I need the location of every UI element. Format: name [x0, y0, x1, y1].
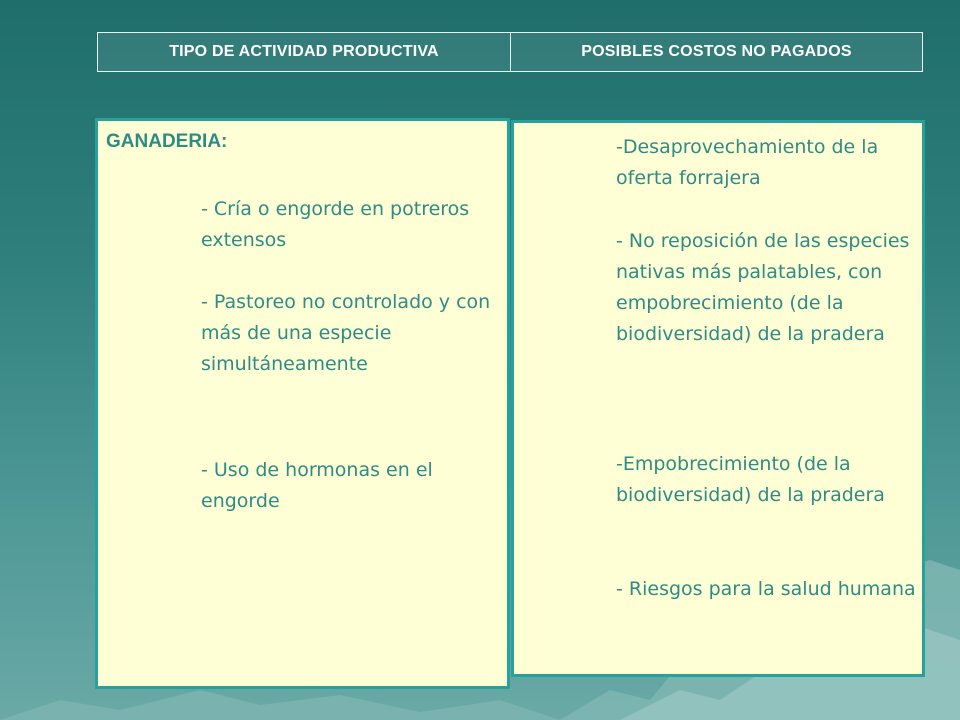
- costs-panel: [511, 120, 925, 677]
- cost-item: -Desaprovechamiento de la oferta forrajera: [616, 136, 879, 189]
- activity-item: - Cría o engorde en potreros extensos: [201, 198, 470, 251]
- table-header: [97, 32, 923, 72]
- header-activity-type: TIPO DE ACTIVIDAD PRODUCTIVA: [98, 33, 511, 71]
- cost-item: - No reposición de las especies nativas más palatables, con empobrecimiento (de la biodiversidad) de la pradera: [616, 230, 910, 345]
- activity-item: - Pastoreo no controlado y con más de una especie simultáneamente: [201, 291, 491, 375]
- panel-title-ganaderia: GANADERIA:: [106, 131, 228, 152]
- cost-item: - Riesgos para la salud humana: [616, 578, 916, 600]
- cost-item: -Empobrecimiento (de la biodiversidad) de la pradera: [616, 453, 885, 506]
- activity-item: - Uso de hormonas en el engorde: [201, 459, 433, 512]
- activity-panel: [95, 118, 510, 689]
- header-unpaid-costs: POSIBLES COSTOS NO PAGADOS: [581, 43, 852, 60]
